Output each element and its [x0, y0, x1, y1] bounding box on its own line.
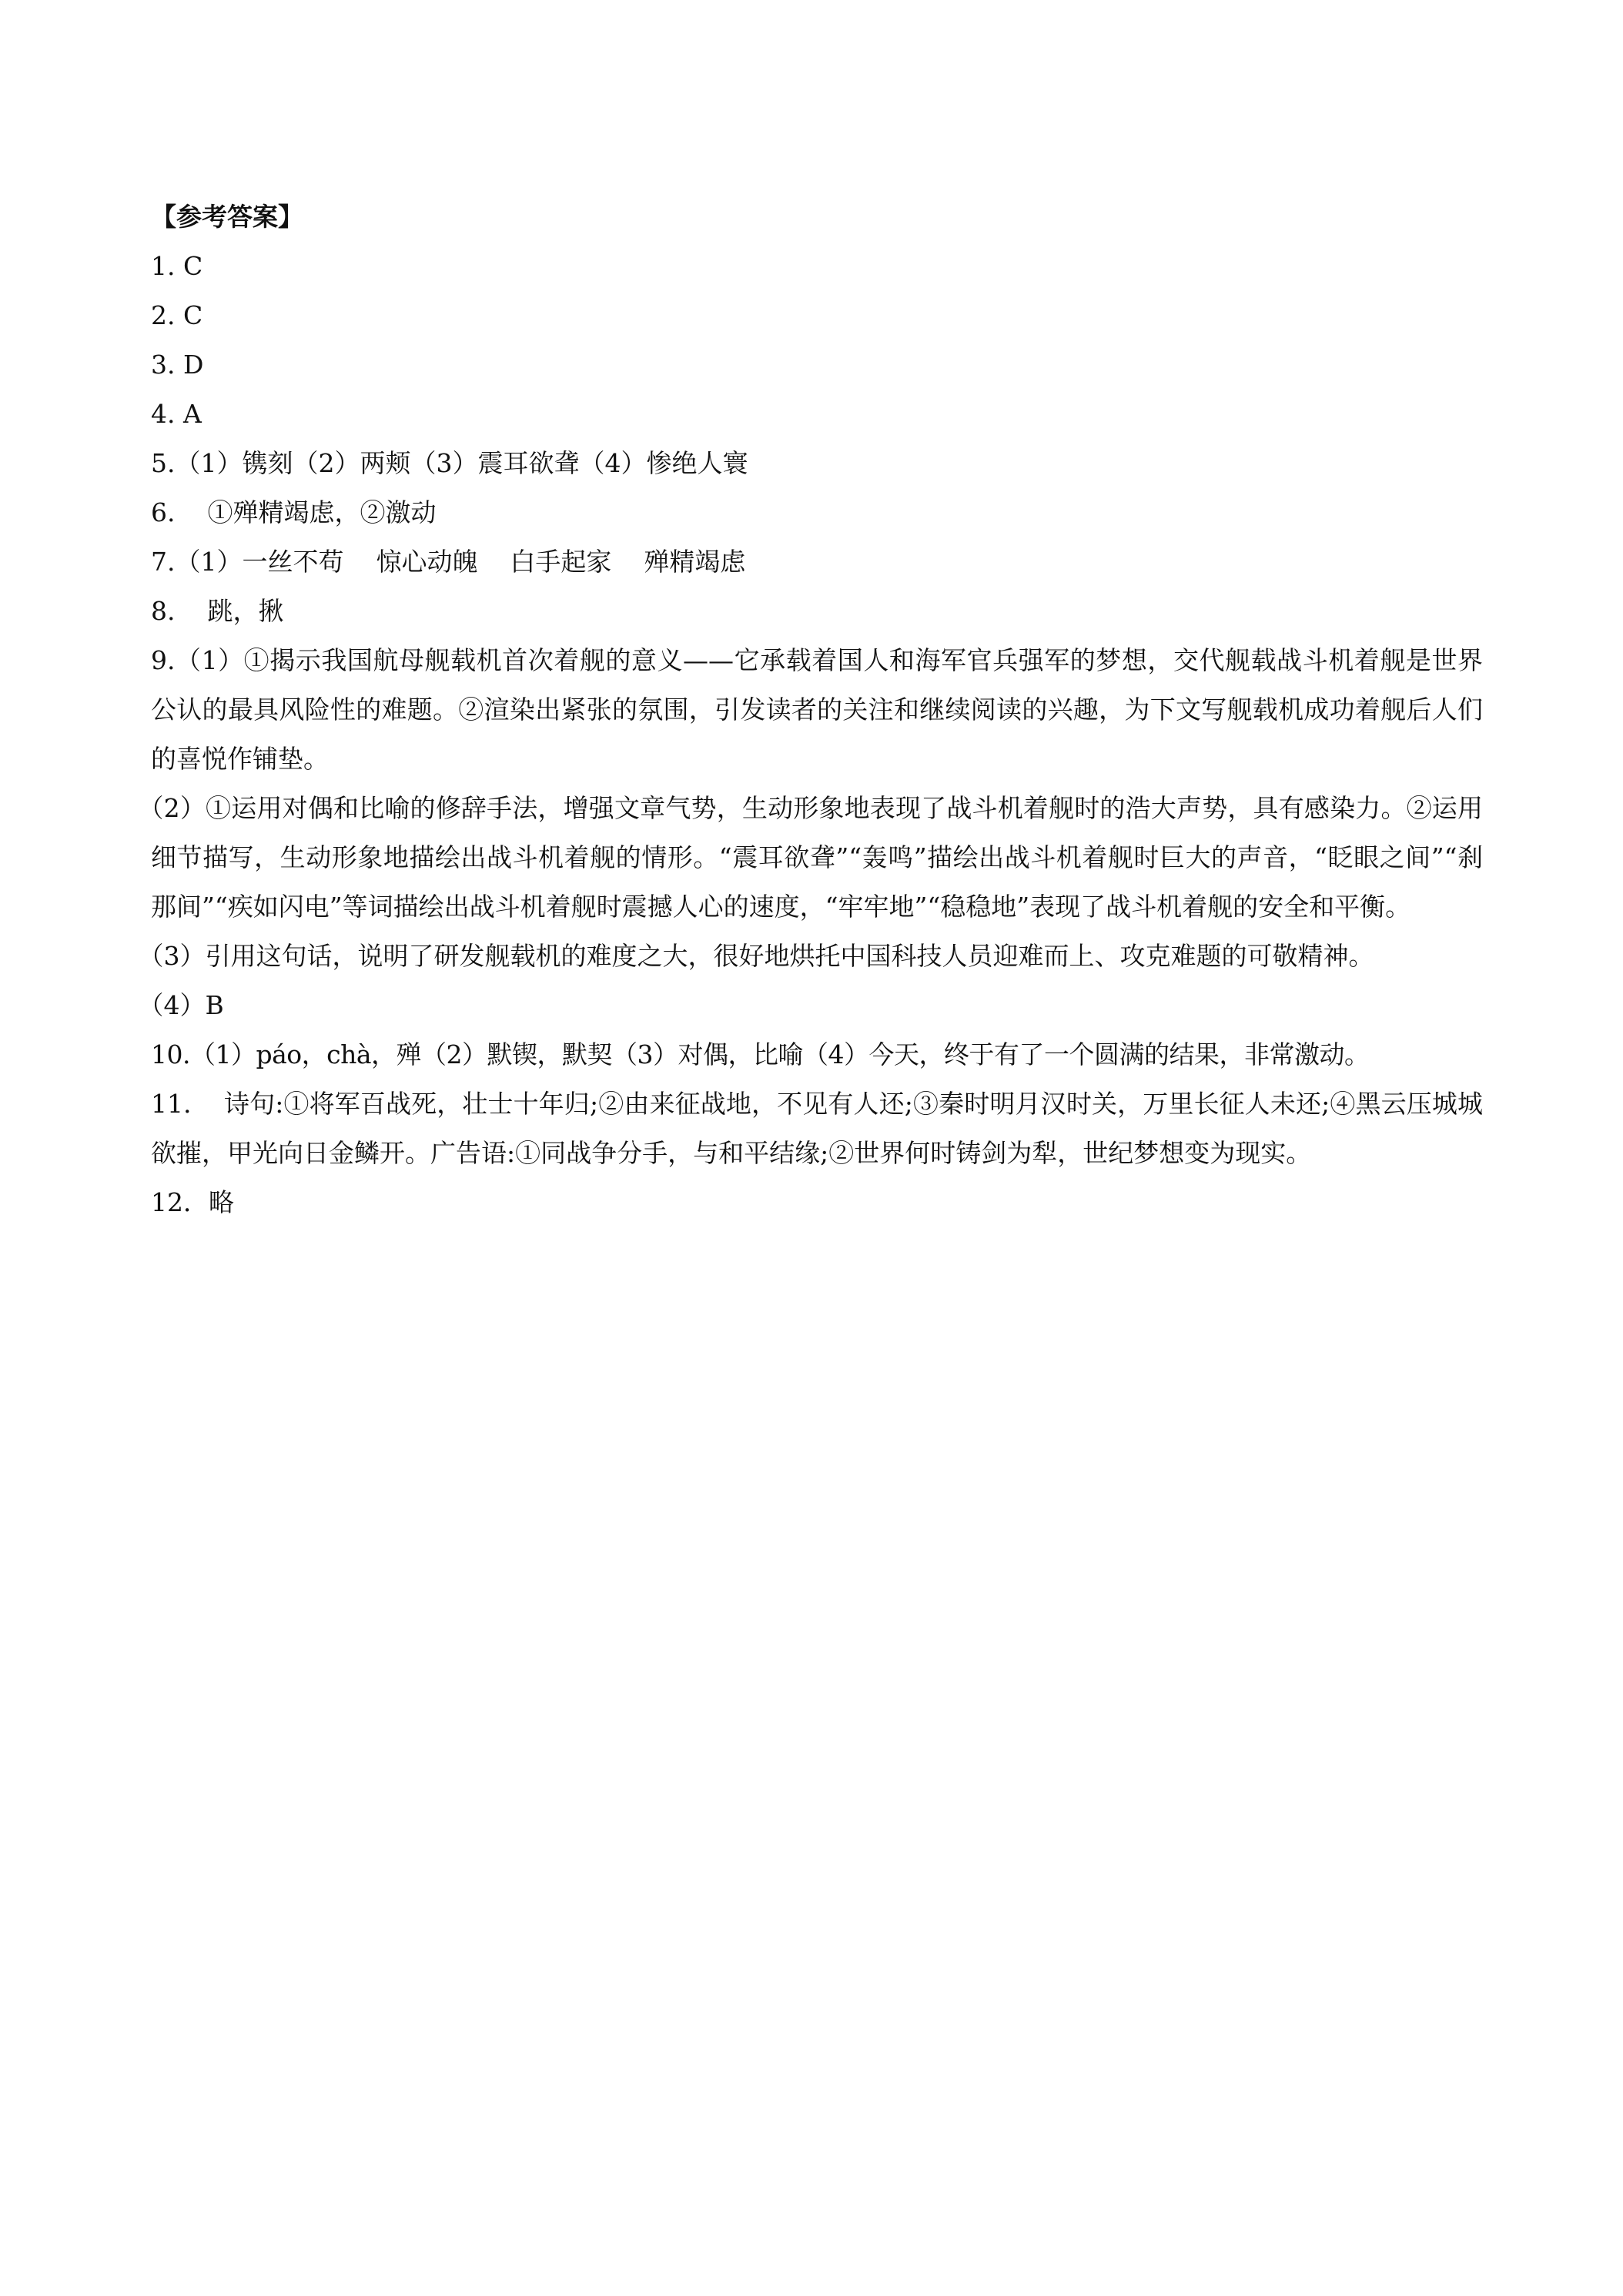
answer-9-part-1: 9.（1）①揭示我国航母舰载机首次着舰的意义——它承载着国人和海军官兵强军的梦想，交代舰载战斗机着舰是世界公认的最具风险性的难题。②渲染出紧张的氛围，引发读者的关注和继续阅读的兴趣，为下文写舰载机成功着舰后人们的喜悦作铺垫。 [151, 645, 1483, 774]
answer-9-part-3: （3）引用这句话，说明了研发舰载机的难度之大，很好地烘托中国科技人员迎难而上、攻克难题的可敬精神。 [138, 941, 1374, 971]
answer-list [138, 192, 1483, 1227]
answer-2: 2. C [151, 300, 203, 330]
answer-1: 1. C [151, 251, 203, 281]
answer-5: 5.（1）镌刻（2）两颊（3）震耳欲聋（4）惨绝人寰 [151, 448, 748, 478]
answer-10: 10.（1）páo，chà，殚（2）默锲，默契（3）对偶，比喻（4）今天，终于有了一个圆满的结果，非常激动。 [151, 1039, 1370, 1069]
answer-6: 6. ①殚精竭虑，②激动 [151, 497, 437, 527]
answer-9-part-4: （4）B [138, 990, 224, 1020]
answer-3: 3. D [151, 350, 204, 380]
answer-12: 12．略 [151, 1187, 234, 1217]
answer-7: 7.（1）一丝不苟 惊心动魄 白手起家 殚精竭虑 [151, 547, 746, 577]
answer-key-heading: 【参考答案】 [151, 202, 303, 232]
answer-4: 4. A [151, 399, 202, 429]
answer-8: 8. 跳，揪 [151, 596, 284, 626]
answer-11: 11. 诗句:①将军百战死，壮士十年归;②由来征战地，不见有人还;③秦时明月汉时关，万里长征人未还;④黑云压城城欲摧，甲光向日金鳞开。广告语:①同战争分手，与和平结缘;②世界何时铸剑为犁，世纪梦想变为现实。 [151, 1089, 1483, 1168]
answer-9-part-2: （2）①运用对偶和比喻的修辞手法，增强文章气势，生动形象地表现了战斗机着舰时的浩大声势，具有感染力。②运用细节描写，生动形象地描绘出战斗机着舰的情形。“震耳欲聋”“轰鸣”描绘出战斗机着舰时巨大的声音，“眨眼之间”“刹那间”“疾如闪电”等词描绘出战斗机着舰时震撼人心的速度，“牢牢地”“稳稳地”表现了战斗机着舰的安全和平衡。 [138, 793, 1483, 922]
